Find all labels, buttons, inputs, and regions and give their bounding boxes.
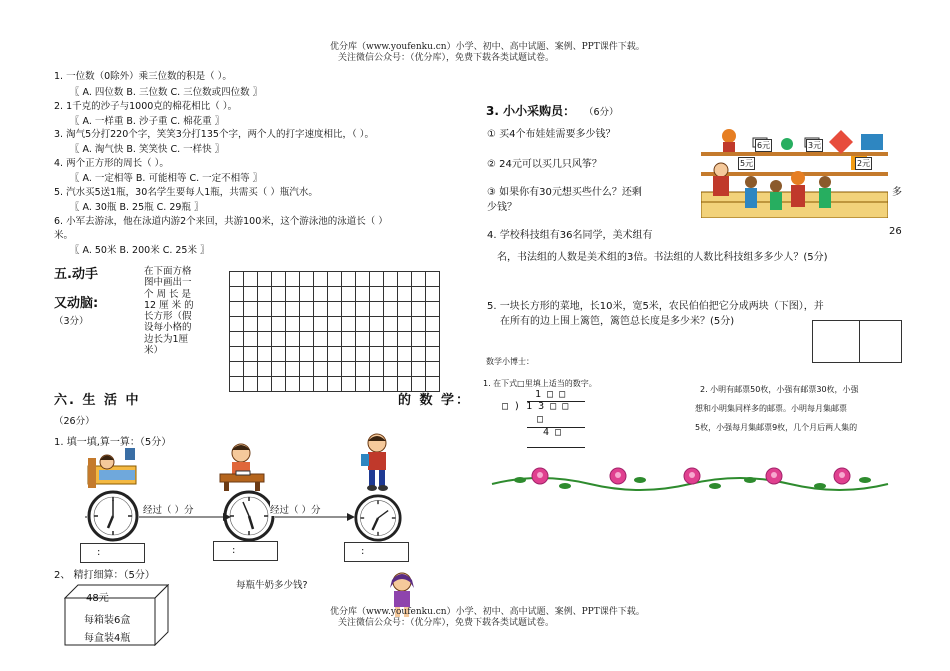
division-quotient: 1 □ □ — [535, 389, 566, 400]
section6-q1: 1. 填一填,算一算：（5分） — [54, 437, 172, 448]
q5-line-b: 在所有的边上围上篱笆，篱笆总长度是多少米？(5分) — [500, 316, 735, 327]
section3-q2: ② 24元可以买几只风筝？ — [487, 159, 602, 170]
footer-line-1: 优分库（www.youfenku.cn）小学、初中、高中试题、案例、PPT课件下载。 — [330, 607, 645, 617]
choice-opts-5: 〖 A. 30瓶 B. 25瓶 C. 29瓶 〗 — [70, 202, 204, 213]
choice-q6: 6. 小军去游泳，他在泳道内游2个来回，共游100米，这个游泳池的泳道长（ ） — [54, 216, 388, 227]
doctor-q2-line: 5枚，小强每月集邮票9枚，几个月后两人集的 — [695, 423, 858, 432]
instr-line: 长方形（假 — [144, 311, 192, 323]
choice-opts-3: 〖 A. 淘气快 B. 笑笑快 C. 一样快 〗 — [70, 144, 225, 155]
section3-score: （6分） — [584, 107, 619, 118]
time-colon: : — [361, 546, 365, 557]
choice-opts-2: 〖 A. 一样重 B. 沙子重 C. 棉花重 〗 — [70, 116, 225, 127]
instr-line: 边长为1厘 — [144, 333, 189, 345]
choice-opts-1: 〖 A. 四位数 B. 三位数 C. 三位数或四位数 〗 — [70, 87, 263, 98]
price-tag: 3元 — [808, 141, 822, 150]
flower-border-icon — [490, 462, 890, 494]
choice-q3: 3. 淘气5分打220个字，笑笑3分打135个字，两个人的打字速度相比，（ ）。 — [54, 129, 374, 140]
doctor-q1: 1. 在下式□里填上适当的数字。 — [483, 379, 597, 388]
instr-line: 图中画出一 — [144, 277, 192, 289]
q4-line-c: 名，书法组的人数是美术组的3倍。书法组的人数比科技组多多少人？(5分) — [497, 252, 828, 263]
section3-q3b: 多 — [892, 187, 902, 198]
division-dividend: □ ) 1 3 □ □ — [502, 401, 569, 412]
shop-illustration-icon — [701, 126, 888, 218]
choice-q2: 2. 1千克的沙子与1000克的棉花相比（ ）。 — [54, 101, 238, 112]
milk-box-line-1: 每箱装6盒 — [84, 615, 131, 626]
instr-line: 米） — [144, 345, 164, 357]
milk-box-line-2: 每盒装4瓶 — [84, 633, 131, 644]
price-tag: 5元 — [740, 159, 754, 168]
doctor-q2-line: 2. 小明有邮票50枚，小强有邮票30枚，小强 — [700, 385, 859, 394]
time-colon: : — [97, 547, 101, 558]
header-line-2: 关注微信公众号：（优分库），免费下载各类试题试卷。 — [338, 53, 555, 63]
price-tag: 2元 — [857, 159, 871, 168]
doctor-title: 数学小博士： — [486, 357, 534, 366]
price-tag: 6元 — [757, 141, 771, 150]
choice-opts-6: 〖 A. 50米 B. 200米 C. 25米 〗 — [70, 245, 210, 256]
division-step: □ — [537, 414, 544, 425]
milk-question: 每瓶牛奶多少钱? — [236, 580, 308, 591]
time-box-3[interactable] — [344, 542, 409, 562]
garden-rectangle — [812, 320, 902, 363]
instr-line: 在下面方格 — [144, 266, 192, 277]
instr-line: 个 周 长 是 — [144, 288, 192, 300]
time-box-1[interactable] — [80, 543, 145, 563]
q4-line-b: 26 — [889, 226, 902, 237]
choice-opts-4: 〖 A. 一定相等 B. 可能相等 C. 一定不相等 〗 — [70, 173, 263, 184]
choice-q5: 5. 汽水买5送1瓶，30名学生要每人1瓶，共需买（ ）瓶汽水。 — [54, 187, 318, 198]
section3-q1: ① 买4个布娃娃需要多少钱？ — [487, 129, 616, 140]
q5-line-a: 5. 一块长方形的菜地，长10米，宽5米，农民伯伯把它分成两块（下图），并 — [487, 301, 824, 312]
choice-q1: 1. 一位数（0除外）乘三位数的积是（ ）。 — [54, 71, 232, 82]
section5-title-1: 五.动手 — [54, 267, 98, 282]
sleeping-kid-icon — [85, 444, 140, 492]
section5-score: （3分） — [54, 316, 89, 327]
division-remainder: 4 □ — [543, 427, 562, 438]
footer-line-2: 关注微信公众号：（优分库），免费下载各类试题试卷。 — [338, 618, 555, 628]
section5-instructions — [144, 266, 194, 356]
pass-time-2: 经过（ ）分 — [270, 502, 321, 516]
schoolboy-icon — [357, 432, 397, 492]
section6-q2: 2、 精打细算：（5分） — [54, 570, 155, 581]
writing-kid-icon — [214, 440, 269, 492]
pass-time-1: 经过（ ）分 — [143, 502, 194, 516]
milk-price: 48元 — [86, 593, 109, 604]
section3-q3a: ③ 如果你有30元想买些什么？还剩 — [487, 187, 642, 198]
instr-line: 设每小格的 — [144, 322, 192, 334]
choice-q4: 4. 两个正方形的周长（ ）。 — [54, 158, 169, 169]
section6-score: （26分） — [54, 416, 95, 427]
header-line-1: 优分库（www.youfenku.cn）小学、初中、高中试题、案例、PPT课件下载。 — [330, 42, 645, 52]
drawing-grid[interactable] — [229, 271, 440, 392]
section3-title: 3. 小小采购员： — [486, 104, 576, 118]
section3-q3c: 少钱？ — [487, 202, 517, 213]
time-colon: : — [232, 545, 236, 556]
section6-title-right: 的 数 学： — [398, 393, 472, 408]
garden-divider — [859, 320, 860, 362]
section6-title-left: 六. 生 活 中 — [54, 393, 141, 408]
time-box-2[interactable] — [213, 541, 278, 561]
doctor-q2-line: 想和小明集同样多的邮票。小明每月集邮票 — [695, 404, 847, 413]
section5-title-2: 又动脑: — [54, 296, 99, 311]
instr-line: 12 厘 米 的 — [144, 299, 194, 311]
q4-line-a: 4. 学校科技组有36名同学，美术组有 — [487, 230, 653, 241]
arrow-line-icon — [85, 512, 365, 522]
choice-q6-tail: 米。 — [54, 230, 74, 241]
division-line-bottom — [527, 447, 585, 448]
